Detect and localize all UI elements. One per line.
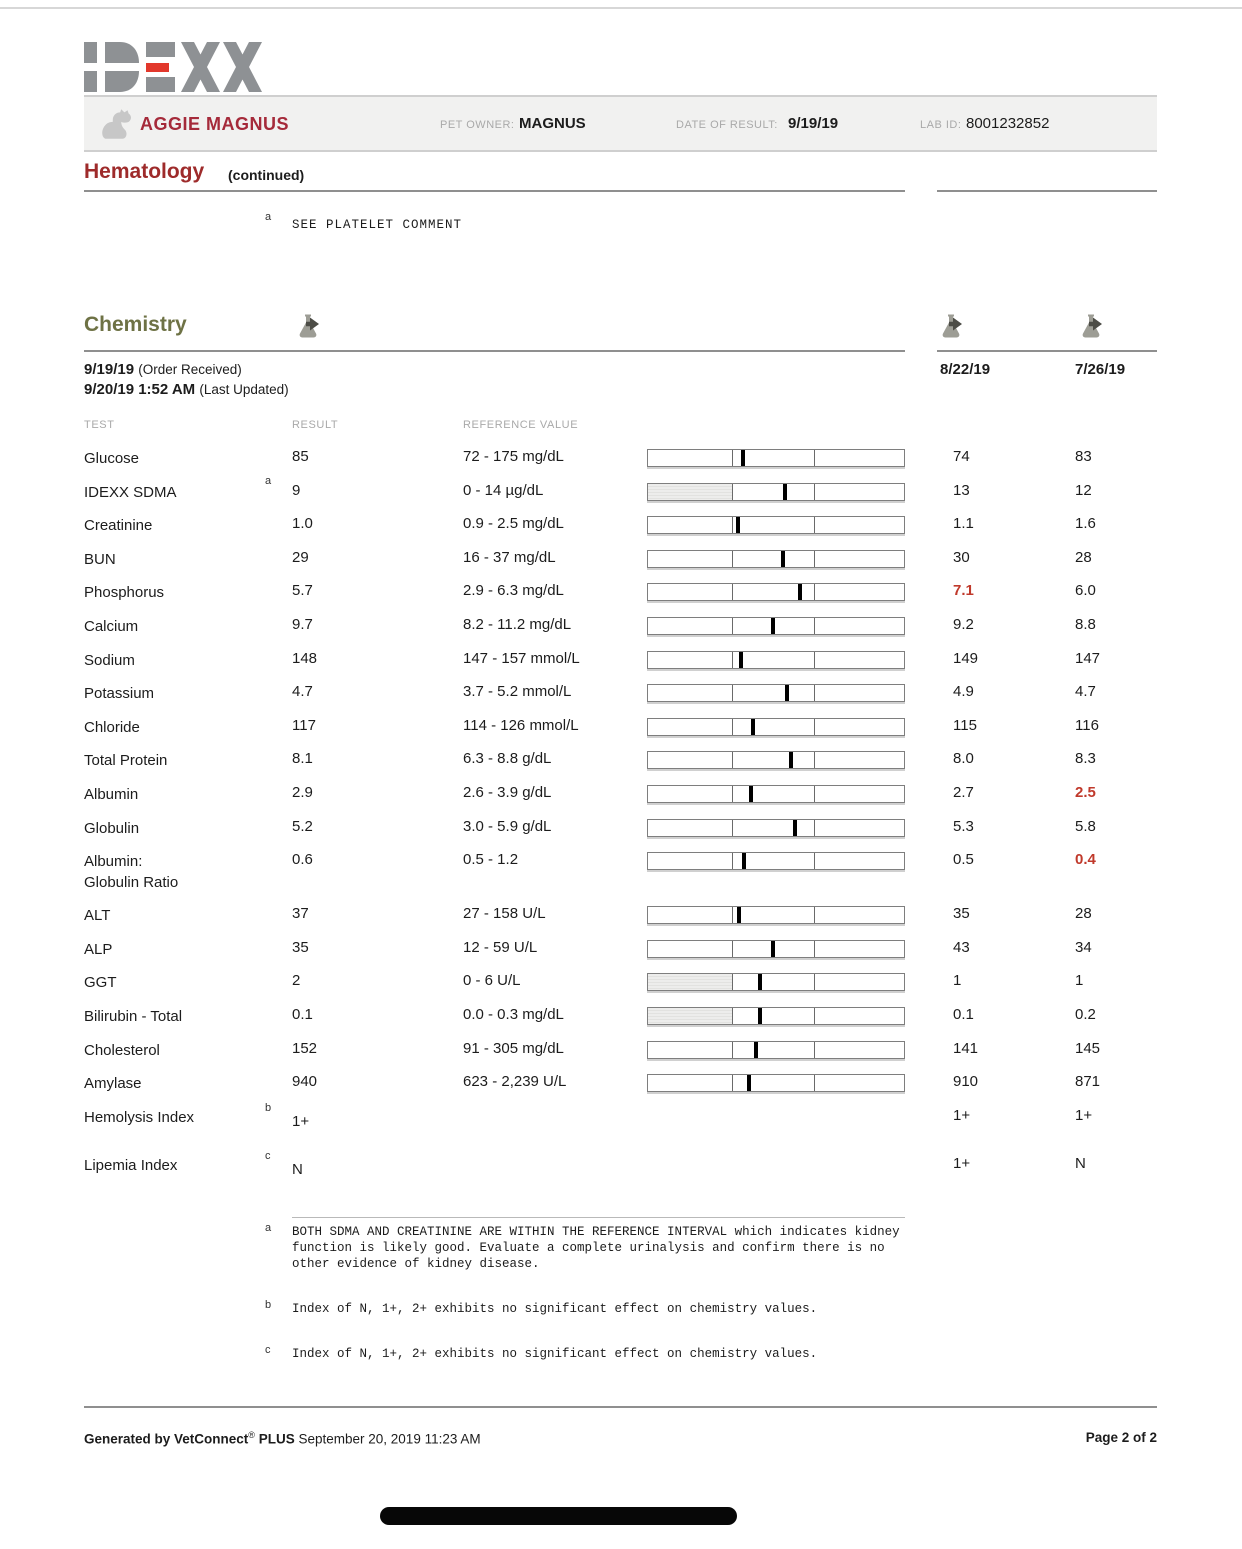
range-low-divider [732,517,733,533]
range-low-divider [732,1042,733,1058]
range-low-divider [732,941,733,957]
history-value-1: 35 [953,905,970,923]
history-value-1: 1 [953,972,962,990]
footnote-mark: b [265,1299,272,1311]
footnote-text: Index of N, 1+, 2+ exhibits no significant effect on chemistry values. [292,1347,818,1361]
history-value-2: 1+ [1075,1106,1093,1124]
history-value-1: 9.2 [953,615,974,633]
chemistry-row [84,811,1157,845]
range-high-divider [814,1042,815,1058]
reference-range-bar [647,684,905,702]
reference-range-bar [647,651,905,669]
reference-value: 2.9 - 6.3 mg/dL [463,582,564,600]
result-marker [739,652,743,668]
history-value-1: 1+ [953,1106,971,1124]
footnotes-divider [292,1217,905,1218]
history-value-1: 149 [953,649,979,667]
footnote-text: BOTH SDMA AND CREATININE ARE WITHIN THE REFERENCE INTERVAL which indicates kidney function is likely good. Evaluate a complete urinalysis and confirm there is no other evidence of kidney disease. [292,1225,900,1271]
result-value: 0.1 [292,1005,313,1023]
reference-range-bar [647,906,905,924]
below-range-shading [648,1008,732,1024]
chemistry-row [84,999,1157,1033]
generated-by-label: Generated by VetConnect [84,1431,249,1447]
reference-value: 8.2 - 11.2 mg/dL [463,615,572,633]
result-value: 37 [292,905,309,923]
history-value-2: 871 [1075,1073,1101,1091]
column-header-result: RESULT [292,419,339,431]
test-name: Potassium [84,685,155,703]
history-value-1: 115 [953,716,977,734]
history-value-1: 0.1 [953,1005,974,1023]
range-low-divider [732,551,733,567]
reference-range-bar [647,1074,905,1092]
test-name: ALP [84,940,113,958]
test-name: GGT [84,974,117,992]
result-marker [783,484,787,500]
footnote-mark: c [265,1344,271,1356]
range-high-divider [814,786,815,802]
range-high-divider [814,450,815,466]
chemistry-row [84,643,1157,677]
reference-range-bar [647,852,905,870]
history-value-1: 1+ [953,1154,971,1172]
reference-value: 3.0 - 5.9 g/dL [463,817,552,835]
test-name: ALT [84,907,111,925]
result-marker [747,1075,751,1091]
history-value-2: 2.5 [1075,783,1096,801]
history-value-2: 147 [1075,649,1101,667]
result-marker [771,618,775,634]
reference-value: 114 - 126 mmol/L [463,716,579,734]
reference-value: 0.5 - 1.2 [463,851,519,869]
history-value-1: 5.3 [953,817,974,835]
test-name: Total Protein [84,752,168,770]
lab-id-label: LAB ID: [920,119,962,131]
result-marker [741,450,745,466]
column-header-test: TEST [84,419,115,431]
hematology-rule [84,190,905,192]
result-marker [737,907,741,923]
result-marker [793,820,797,836]
reference-range-bar [647,785,905,803]
history-value-2: 34 [1075,938,1092,956]
footnotes [265,1222,910,1391]
test-name: Sodium [84,651,135,669]
reference-range-bar [647,550,905,568]
history-value-1: 910 [953,1073,979,1091]
history-value-2: 1 [1075,972,1084,990]
reference-range-bar [647,1007,905,1025]
cat-icon [98,107,136,141]
footnote [265,1344,910,1362]
below-range-shading [648,484,732,500]
range-high-divider [814,584,815,600]
page-number: Page 2 of 2 [1085,1430,1157,1445]
chemistry-row [84,965,1157,999]
result-marker [781,551,785,567]
patient-info-bar [84,95,1157,152]
result-value: 9 [292,481,301,499]
footnote-reference-mark: a [265,474,272,487]
reference-value: 12 - 59 U/L [463,938,538,956]
result-marker [742,853,746,869]
plus-label: PLUS [258,1431,295,1447]
test-name: Chloride [84,718,140,736]
reference-value: 16 - 37 mg/dL [463,548,556,566]
chemistry-row [84,844,1157,898]
footnote [265,1222,910,1272]
history-value-2: 0.4 [1075,851,1096,869]
history-value-2: 0.2 [1075,1005,1096,1023]
footer [84,1430,1157,1447]
last-updated-label: (Last Updated) [199,382,289,397]
test-name: Amylase [84,1075,142,1093]
reference-range-bar [647,973,905,991]
history-value-1: 141 [953,1039,979,1057]
test-name: Glucose [84,450,140,467]
range-low-divider [732,484,733,500]
column-header-reference: REFERENCE VALUE [463,419,579,431]
history-value-1: 8.0 [953,750,974,768]
result-value: 29 [292,548,309,566]
test-name: Albumin: Globulin Ratio [84,853,179,892]
history-value-1: 7.1 [953,582,974,600]
hematology-rule-right [937,190,1157,192]
generated-timestamp: September 20, 2019 11:23 AM [298,1431,481,1447]
order-received-label: (Order Received) [138,362,242,377]
history-value-1: 30 [953,548,970,566]
chemistry-row [84,575,1157,609]
footnote [265,1299,910,1317]
test-name: Calcium [84,617,139,635]
flask-share-icon[interactable] [938,312,964,339]
test-name: Albumin [84,785,139,803]
history-value-1: 43 [953,938,970,956]
pet-owner-label: PET OWNER: [440,119,515,131]
history-value-2: 145 [1075,1039,1101,1057]
result-value: 117 [292,716,316,734]
chemistry-row [84,508,1157,542]
chemistry-row [84,898,1157,932]
chemistry-row [84,1148,1157,1182]
result-value: 2.9 [292,783,313,801]
top-divider [0,7,1242,9]
reference-range-bar [647,617,905,635]
reference-range-bar [647,449,905,467]
chemistry-row [84,676,1157,710]
result-value: 35 [292,938,309,956]
range-high-divider [814,1075,815,1091]
platelet-note-mark: a [265,211,272,223]
reference-value: 72 - 175 mg/dL [463,448,564,465]
reference-range-bar [647,516,905,534]
history-value-2: 1.6 [1075,515,1096,533]
range-low-divider [732,685,733,701]
platelet-note-text: SEE PLATELET COMMENT [292,218,463,232]
result-value: 2 [292,972,301,990]
result-marker [758,974,762,990]
test-name: IDEXX SDMA [84,483,177,501]
range-low-divider [732,618,733,634]
result-marker [785,685,789,701]
range-low-divider [732,820,733,836]
history-value-2: 6.0 [1075,582,1096,600]
range-high-divider [814,941,815,957]
footer-rule [84,1406,1157,1408]
range-low-divider [732,853,733,869]
date-of-result-label: DATE OF RESULT: [676,119,778,131]
result-marker [758,1008,762,1024]
footnote-reference-mark: b [265,1101,272,1114]
reference-range-bar [647,819,905,837]
reference-value: 0 - 14 µg/dL [463,481,544,499]
history-date-1[interactable]: 8/22/19 [940,361,991,378]
reference-range-bar [647,751,905,769]
range-low-divider [732,907,733,923]
footnote-reference-mark: c [265,1149,271,1162]
chemistry-row [84,1033,1157,1067]
test-name: Phosphorus [84,584,165,602]
range-high-divider [814,719,815,735]
chemistry-row [84,710,1157,744]
patient-name: AGGIE MAGNUS [140,114,290,134]
last-updated-date: 9/20/19 1:52 AM [84,381,196,398]
history-value-2: 5.8 [1075,817,1096,835]
history-value-2: N [1075,1154,1086,1172]
range-high-divider [814,484,815,500]
chemistry-table [84,441,1157,1182]
test-name: Cholesterol [84,1041,160,1059]
history-date-2[interactable]: 7/26/19 [1075,361,1126,378]
history-value-2: 28 [1075,905,1092,923]
reference-value: 91 - 305 mg/dL [463,1039,564,1057]
date-of-result-value: 9/19/19 [788,115,839,132]
chemistry-row [84,1100,1157,1148]
chemistry-row [84,1066,1157,1100]
range-high-divider [814,652,815,668]
history-value-1: 1.1 [953,515,974,533]
result-marker [754,1042,758,1058]
history-value-1: 0.5 [953,851,974,869]
result-value: 1+ [292,1112,310,1130]
reference-range-bar [647,940,905,958]
history-value-2: 28 [1075,548,1092,566]
history-value-2: 4.7 [1075,683,1096,701]
reference-value: 27 - 158 U/L [463,905,546,923]
chemistry-row [84,932,1157,966]
reference-value: 0.0 - 0.3 mg/dL [463,1005,564,1023]
range-low-divider [732,450,733,466]
result-value: 85 [292,448,309,465]
reference-range-bar [647,583,905,601]
result-value: 1.0 [292,515,313,533]
range-high-divider [814,974,815,990]
reference-value: 2.6 - 3.9 g/dL [463,783,552,801]
range-low-divider [732,752,733,768]
order-received-date: 9/19/19 [84,361,135,378]
test-name: Creatinine [84,517,153,535]
range-high-divider [814,618,815,634]
chemistry-row [84,475,1157,509]
hematology-continued-label: (continued) [228,167,305,183]
history-value-1: 74 [953,448,970,465]
history-value-2: 83 [1075,448,1092,465]
result-marker [789,752,793,768]
reference-value: 6.3 - 8.8 g/dL [463,750,552,768]
result-value: 152 [292,1039,318,1057]
result-marker [751,719,755,735]
range-low-divider [732,719,733,735]
range-high-divider [814,551,815,567]
history-value-2: 8.3 [1075,750,1096,768]
range-high-divider [814,853,815,869]
chemistry-row [84,441,1157,475]
hematology-title: Hematology [84,160,205,183]
registered-mark: ® [248,1430,255,1440]
result-value: 0.6 [292,851,313,869]
range-low-divider [732,652,733,668]
test-name: Globulin [84,819,140,837]
result-marker [771,941,775,957]
range-high-divider [814,752,815,768]
range-low-divider [732,584,733,600]
chemistry-row [84,609,1157,643]
order-received-line [84,361,242,378]
lab-id-value: 8001232852 [966,115,1050,132]
history-value-1: 4.9 [953,683,974,701]
range-high-divider [814,517,815,533]
reference-range-bar [647,1041,905,1059]
chemistry-row [84,743,1157,777]
range-high-divider [814,1008,815,1024]
history-value-1: 13 [953,481,970,499]
range-high-divider [814,685,815,701]
home-indicator-bar [380,1507,737,1525]
result-marker [798,584,802,600]
test-name: Bilirubin - Total [84,1007,183,1025]
chemistry-rule-right [937,350,1157,352]
range-low-divider [732,786,733,802]
result-value: N [292,1160,303,1178]
chemistry-rule [84,350,905,352]
reference-value: 0.9 - 2.5 mg/dL [463,515,564,533]
range-low-divider [732,974,733,990]
history-value-2: 12 [1075,481,1092,499]
range-high-divider [814,907,815,923]
result-value: 9.7 [292,615,313,633]
result-marker [749,786,753,802]
reference-range-bar [647,718,905,736]
history-value-1: 2.7 [953,783,974,801]
result-value: 5.7 [292,582,313,600]
result-value: 4.7 [292,683,313,701]
result-marker [736,517,740,533]
reference-value: 3.7 - 5.2 mmol/L [463,683,572,701]
chemistry-row [84,777,1157,811]
footnote-mark: a [265,1222,272,1234]
reference-range-bar [647,483,905,501]
chemistry-title: Chemistry [84,313,187,336]
test-name: Hemolysis Index [84,1108,195,1126]
test-name: Lipemia Index [84,1156,178,1174]
history-value-2: 116 [1075,716,1099,734]
result-value: 5.2 [292,817,313,835]
result-value: 148 [292,649,318,667]
flask-share-icon[interactable] [1078,312,1104,339]
footnote-text: Index of N, 1+, 2+ exhibits no significant effect on chemistry values. [292,1302,818,1316]
idexx-logo [84,42,280,97]
range-low-divider [732,1075,733,1091]
reference-value: 0 - 6 U/L [463,972,521,990]
result-value: 8.1 [292,750,313,768]
flask-share-icon[interactable] [295,312,321,339]
last-updated-line [84,381,289,398]
range-high-divider [814,820,815,836]
idexx-logo-icon [84,42,280,92]
chemistry-row [84,542,1157,576]
result-value: 940 [292,1073,318,1091]
reference-value: 623 - 2,239 U/L [463,1073,567,1091]
below-range-shading [648,974,732,990]
history-value-2: 8.8 [1075,615,1096,633]
test-name: BUN [84,550,116,568]
range-low-divider [732,1008,733,1024]
pet-owner-value: MAGNUS [519,115,586,132]
reference-value: 147 - 157 mmol/L [463,649,580,667]
